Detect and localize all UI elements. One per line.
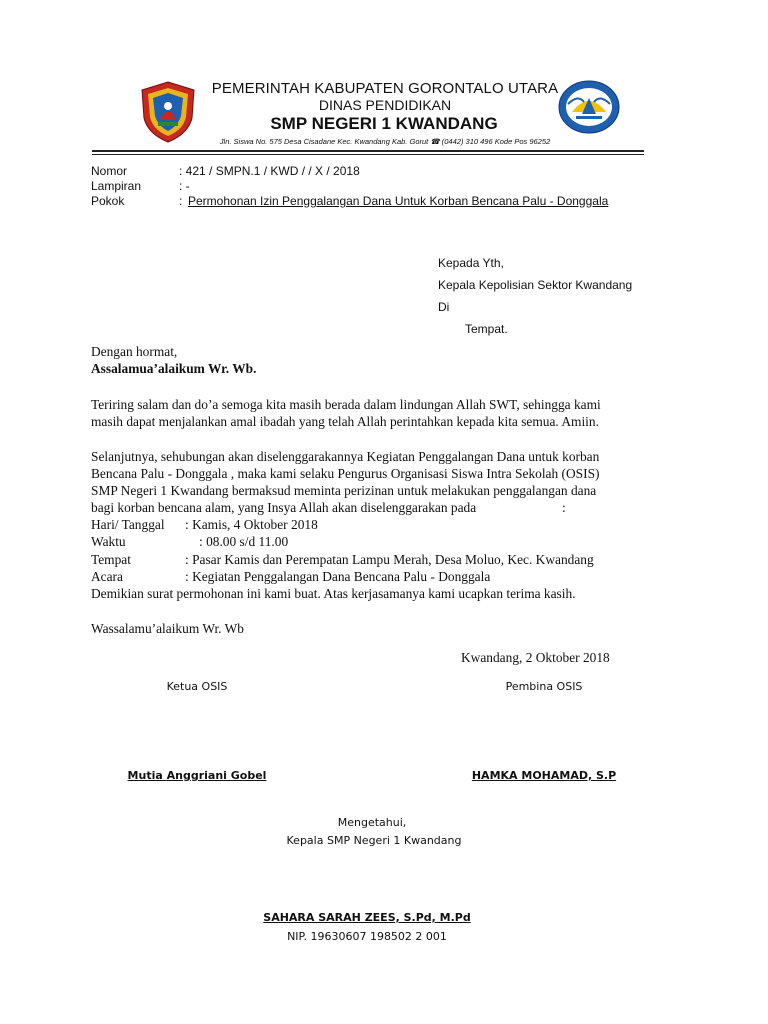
- acara-value: : Kegiatan Penggalangan Dana Bencana Palu - Donggala: [185, 569, 491, 584]
- paragraph-2-line-4: bagi korban bencana alam, yang Insya Allah akan diselenggarakan pada: [91, 500, 477, 515]
- left-signatory-title: Ketua OSIS: [166, 680, 228, 693]
- regency-crest-logo: [138, 80, 198, 144]
- paragraph-1-line-1: Teriring salam dan do’a semoga kita masih berada dalam lindungan Allah SWT, sehingga kami: [91, 397, 601, 412]
- head-title: Kepala SMP Negeri 1 Kwandang: [286, 834, 462, 847]
- place-date: Kwandang, 2 Oktober 2018: [461, 650, 610, 665]
- right-signatory-name: HAMKA MOHAMAD, S.P: [471, 769, 617, 782]
- lampiran-value: : -: [179, 179, 190, 193]
- header-rule-thin: [92, 154, 644, 155]
- recipient-di: Di: [438, 300, 450, 314]
- recipient-name: Kepala Kepolisian Sektor Kwandang: [438, 278, 633, 292]
- paragraph-2-line-3: SMP Negeri 1 Kwandang bermaksud meminta perizinan untuk melakukan penggalangan dana: [91, 483, 597, 498]
- pokok-value: Permohonan Izin Penggalangan Dana Untuk Korban Bencana Palu - Donggala: [188, 194, 609, 208]
- salam-pembuka: Assalamua’alaikum Wr. Wb.: [91, 361, 257, 376]
- header-government: PEMERINTAH KABUPATEN GORONTALO UTARA: [211, 80, 559, 97]
- header-rule-thick: [92, 150, 644, 152]
- left-signatory-name: Mutia Anggriani Gobel: [127, 769, 267, 782]
- nomor-label: Nomor: [91, 164, 128, 178]
- hari-label: Hari/ Tanggal: [91, 517, 165, 532]
- header-school-name: SMP NEGERI 1 KWANDANG: [270, 114, 498, 133]
- tut-wuri-handayani-logo: [558, 80, 620, 134]
- salam-penutup: Wassalamu’alaikum Wr. Wb: [91, 621, 244, 636]
- tempat-label: Tempat: [91, 552, 131, 567]
- paragraph-2-colon: :: [562, 500, 566, 515]
- paragraph-2-line-2: Bencana Palu - Donggala , maka kami selaku Pengurus Organisasi Siswa Intra Sekolah (OSIS): [91, 466, 600, 481]
- paragraph-2-line-1: Selanjutnya, sehubungan akan diselenggarakannya Kegiatan Penggalangan Dana untuk korban: [91, 449, 600, 464]
- head-name: SAHARA SARAH ZEES, S.Pd, M.Pd: [263, 911, 471, 924]
- hari-value: : Kamis, 4 Oktober 2018: [185, 517, 318, 532]
- right-signatory-title: Pembina OSIS: [505, 680, 583, 693]
- greeting: Dengan hormat,: [91, 344, 178, 359]
- lampiran-label: Lampiran: [91, 179, 142, 193]
- header-address: Jln. Siswa No. 575 Desa Cisadane Kec. Kwandang Kab. Gorut ☎ (0442) 310 496 Kode Pos 96252: [219, 137, 551, 146]
- tempat-value: : Pasar Kamis dan Perempatan Lampu Merah, Desa Moluo, Kec. Kwandang: [185, 552, 594, 567]
- acara-label: Acara: [91, 569, 123, 584]
- head-nip: NIP. 19630607 198502 2 001: [287, 930, 447, 943]
- pokok-label: Pokok: [91, 194, 125, 208]
- pokok-colon: :: [179, 194, 183, 208]
- mengetahui-label: Mengetahui,: [337, 816, 407, 829]
- waktu-label: Waktu: [91, 534, 126, 549]
- header-department: DINAS PENDIDIKAN: [318, 97, 452, 113]
- recipient-salutation: Kepada Yth,: [438, 256, 504, 270]
- paragraph-1-line-2: masih dapat menjalankan amal ibadah yang telah Allah perintahkan kepada kita semua. Amiin.: [91, 414, 599, 429]
- nomor-value: : 421 / SMPN.1 / KWD / / X / 2018: [179, 164, 360, 178]
- closing-sentence: Demikian surat permohonan ini kami buat. Atas kerjasamanya kami ucapkan terima kasih.: [91, 586, 576, 601]
- waktu-value: : 08.00 s/d 11.00: [199, 534, 289, 549]
- recipient-place: Tempat.: [465, 322, 508, 336]
